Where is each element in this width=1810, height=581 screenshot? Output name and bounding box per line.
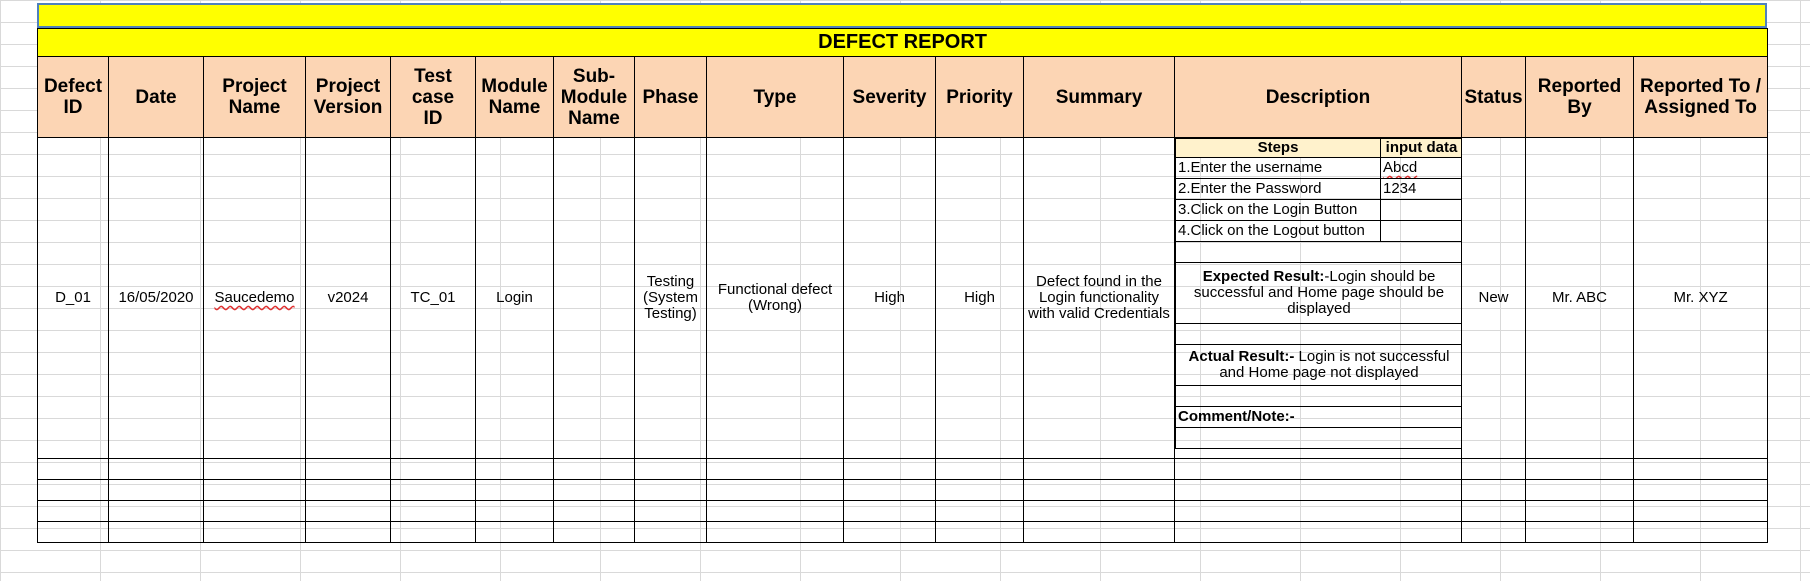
comment-note-label: Comment/Note:-	[1178, 408, 1295, 425]
header-defect-id[interactable]: Defect ID	[38, 57, 109, 138]
cell-sub-module-name[interactable]	[554, 138, 635, 459]
cell-description[interactable]	[1175, 138, 1462, 459]
selected-blank-cell[interactable]	[37, 3, 1767, 28]
cell-status[interactable]: New	[1462, 138, 1526, 459]
actual-result-label: Actual Result:-	[1188, 348, 1295, 365]
empty-row	[38, 459, 1768, 480]
step-1[interactable]: 1.Enter the username	[1176, 158, 1381, 179]
header-priority[interactable]: Priority	[936, 57, 1024, 138]
cell-summary[interactable]: Defect found in the Login functionality with valid Credentials	[1024, 138, 1175, 459]
cell-project-name[interactable]	[204, 138, 306, 459]
report-title[interactable]: DEFECT REPORT	[38, 29, 1768, 57]
step-4-input[interactable]	[1381, 221, 1462, 242]
desc-blank-row[interactable]	[1176, 386, 1462, 407]
desc-blank-row[interactable]	[1176, 428, 1462, 449]
cell-assigned-to[interactable]: Mr. XYZ	[1634, 138, 1768, 459]
step-4[interactable]: 4.Click on the Logout button	[1176, 221, 1381, 242]
empty-row	[38, 501, 1768, 522]
actual-result-text: Login is not successful and Home page not displayed	[1219, 348, 1450, 381]
expected-result-label: Expected Result:	[1202, 268, 1325, 285]
header-description[interactable]: Description	[1175, 57, 1462, 138]
header-module-name[interactable]: Module Name	[476, 57, 554, 138]
spreadsheet	[37, 3, 1767, 543]
actual-result[interactable]	[1176, 345, 1462, 386]
cell-project-version[interactable]: v2024	[306, 138, 391, 459]
header-type[interactable]: Type	[707, 57, 844, 138]
header-assigned-to[interactable]: Reported To / Assigned To	[1634, 57, 1768, 138]
cell-defect-id[interactable]: D_01	[38, 138, 109, 459]
cell-type[interactable]: Functional defect (Wrong)	[707, 138, 844, 459]
step-2[interactable]: 2.Enter the Password	[1176, 179, 1381, 200]
header-sub-module-name[interactable]: Sub- Module Name	[554, 57, 635, 138]
header-test-case-id[interactable]: Test case ID	[391, 57, 476, 138]
step-3-input[interactable]	[1381, 200, 1462, 221]
step-1-input-text: Abcd	[1383, 159, 1418, 176]
header-project-version[interactable]: Project Version	[306, 57, 391, 138]
desc-blank-row[interactable]	[1176, 242, 1462, 263]
description-table	[1175, 138, 1462, 449]
header-status[interactable]: Status	[1462, 57, 1526, 138]
cell-phase[interactable]: Testing (System Testing)	[635, 138, 707, 459]
defect-report-table	[37, 28, 1768, 543]
empty-row	[38, 480, 1768, 501]
header-reported-by[interactable]: Reported By	[1526, 57, 1634, 138]
expected-result[interactable]	[1176, 263, 1462, 324]
comment-note[interactable]	[1176, 407, 1462, 428]
cell-reported-by[interactable]: Mr. ABC	[1526, 138, 1634, 459]
cell-severity[interactable]: High	[844, 138, 936, 459]
header-severity[interactable]: Severity	[844, 57, 936, 138]
expected-result-text: -Login should be successful and Home page should be displayed	[1193, 268, 1445, 317]
header-date[interactable]: Date	[109, 57, 204, 138]
empty-row	[38, 522, 1768, 543]
step-3[interactable]: 3.Click on the Login Button	[1176, 200, 1381, 221]
project-name-text: Saucedemo	[214, 289, 295, 306]
cell-test-case-id[interactable]: TC_01	[391, 138, 476, 459]
steps-header[interactable]: Steps	[1176, 139, 1381, 158]
cell-date[interactable]: 16/05/2020	[109, 138, 204, 459]
cell-priority[interactable]: High	[936, 138, 1024, 459]
input-data-header[interactable]: input data	[1381, 139, 1462, 158]
desc-blank-row[interactable]	[1176, 324, 1462, 345]
header-project-name[interactable]: Project Name	[204, 57, 306, 138]
step-1-input[interactable]	[1381, 158, 1462, 179]
header-summary[interactable]: Summary	[1024, 57, 1175, 138]
header-phase[interactable]: Phase	[635, 57, 707, 138]
cell-module-name[interactable]: Login	[476, 138, 554, 459]
step-2-input[interactable]: 1234	[1381, 179, 1462, 200]
